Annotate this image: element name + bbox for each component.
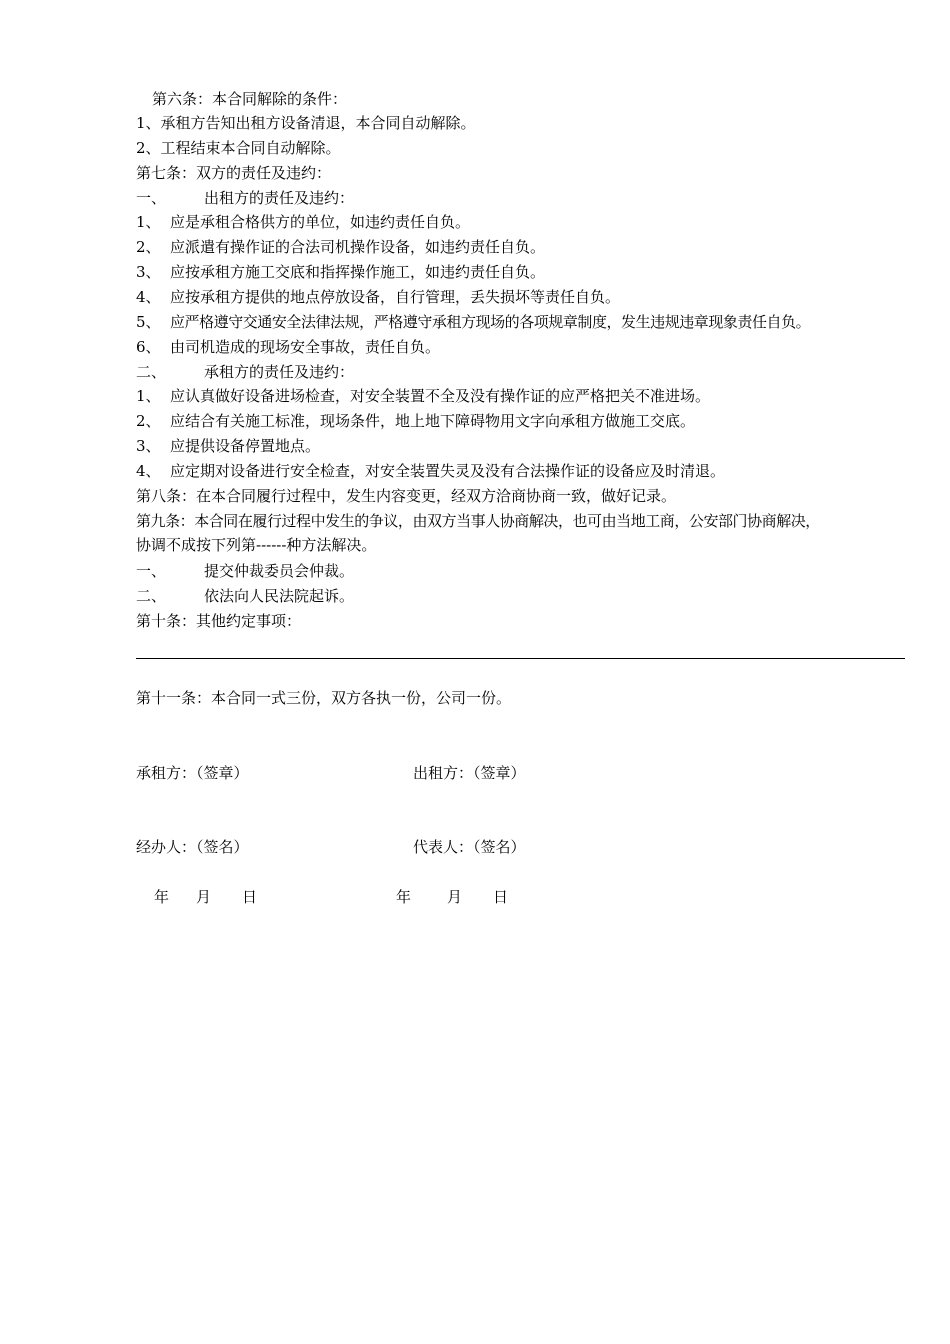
article6-title: 第六条：本合同解除的条件： <box>152 90 348 108</box>
lessee-item-4-num: 4、 <box>136 462 161 480</box>
article7-lessor-heading-text: 出租方的责任及违约： <box>204 189 355 207</box>
lessor-item-6 <box>136 337 440 357</box>
article9-option-1-text: 提交仲裁委员会仲裁。 <box>204 562 355 580</box>
article7-lessee-num: 二、 <box>136 363 167 381</box>
article9-line-2: 协调不成按下列第------种方法解决。 <box>136 536 377 554</box>
lessor-item-2 <box>136 237 545 257</box>
lessor-item-6-num: 6、 <box>136 338 161 356</box>
lessee-item-2-text: 应结合有关施工标准，现场条件，地上地下障碍物用文字向承租方做施工交底。 <box>170 412 696 430</box>
article10-text: 第十条：其他约定事项： <box>136 612 302 630</box>
right-date-year: 年 <box>396 888 412 906</box>
lessee-item-1 <box>136 386 710 406</box>
right-date-month: 月 <box>447 888 463 906</box>
lessor-signature-label: 出租方：（签章） <box>413 764 526 782</box>
right-date-day: 日 <box>493 888 509 906</box>
lessor-item-5-num: 5、 <box>136 313 161 331</box>
article7-title: 第七条：双方的责任及违约： <box>136 164 332 182</box>
article9-line-1: 第九条：本合同在履行过程中发生的争议，由双方当事人协商解决，也可由当地工商，公安部门协商解决， <box>136 512 820 530</box>
lessee-item-3-num: 3、 <box>136 437 161 455</box>
lessor-item-4-num: 4、 <box>136 288 161 306</box>
lessor-item-1-text: 应是承租合格供方的单位，如违约责任自负。 <box>170 213 471 231</box>
article11-text: 第十一条：本合同一式三份，双方各执一份，公司一份。 <box>136 689 512 707</box>
lessor-item-3-num: 3、 <box>136 263 161 281</box>
lessee-item-1-num: 1、 <box>136 387 161 405</box>
lessee-signature-label: 承租方：（签章） <box>136 764 249 782</box>
lessor-item-1-num: 1、 <box>136 213 161 231</box>
article9-option-2 <box>136 586 354 606</box>
lessor-item-2-num: 2、 <box>136 238 161 256</box>
lessee-item-3 <box>136 436 320 456</box>
lessor-item-6-text: 由司机造成的现场安全事故，责任自负。 <box>170 338 441 356</box>
article9-option-1 <box>136 561 354 581</box>
other-terms-underline <box>136 658 905 659</box>
article7-lessee-heading <box>136 362 354 382</box>
lessor-item-4 <box>136 287 620 307</box>
article9-option-1-num: 一、 <box>136 562 167 580</box>
lessee-item-2 <box>136 411 695 431</box>
lessor-item-5-text: 应严格遵守交通安全法律法规，严格遵守承租方现场的各项规章制度，发生违规违章现象责任自负。 <box>170 313 811 331</box>
article7-lessor-num: 一、 <box>136 189 167 207</box>
lessee-item-4-text: 应定期对设备进行安全检查，对安全装置失灵及没有合法操作证的设备应及时清退。 <box>170 462 726 480</box>
article6-item-2: 2、工程结束本合同自动解除。 <box>136 139 341 157</box>
representative-signature-label: 代表人：（签名） <box>413 838 526 856</box>
lessee-item-3-text: 应提供设备停置地点。 <box>170 437 321 455</box>
lessor-item-4-text: 应按承租方提供的地点停放设备，自行管理，丢失损坏等责任自负。 <box>170 288 621 306</box>
lessor-item-3-text: 应按承租方施工交底和指挥操作施工，如违约责任自负。 <box>170 263 546 281</box>
lessee-item-2-num: 2、 <box>136 412 161 430</box>
article7-lessor-heading <box>136 188 354 208</box>
lessor-item-3 <box>136 262 545 282</box>
left-date-year: 年 <box>154 888 170 906</box>
article8-text: 第八条：在本合同履行过程中，发生内容变更，经双方洽商协商一致，做好记录。 <box>136 487 677 505</box>
lessor-item-2-text: 应派遣有操作证的合法司机操作设备，如违约责任自负。 <box>170 238 546 256</box>
handler-signature-label: 经办人：（签名） <box>136 838 249 856</box>
article9-option-2-text: 依法向人民法院起诉。 <box>204 587 355 605</box>
article7-lessee-heading-text: 承租方的责任及违约： <box>204 363 355 381</box>
article9-option-2-num: 二、 <box>136 587 167 605</box>
left-date-month: 月 <box>196 888 212 906</box>
lessor-item-1 <box>136 212 470 232</box>
left-date-day: 日 <box>242 888 258 906</box>
lessee-item-4 <box>136 461 725 481</box>
lessor-item-5 <box>136 312 810 332</box>
lessee-item-1-text: 应认真做好设备进场检查，对安全装置不全及没有操作证的应严格把关不准进场。 <box>170 387 711 405</box>
article6-item-1: 1、承租方告知出租方设备清退，本合同自动解除。 <box>136 114 476 132</box>
